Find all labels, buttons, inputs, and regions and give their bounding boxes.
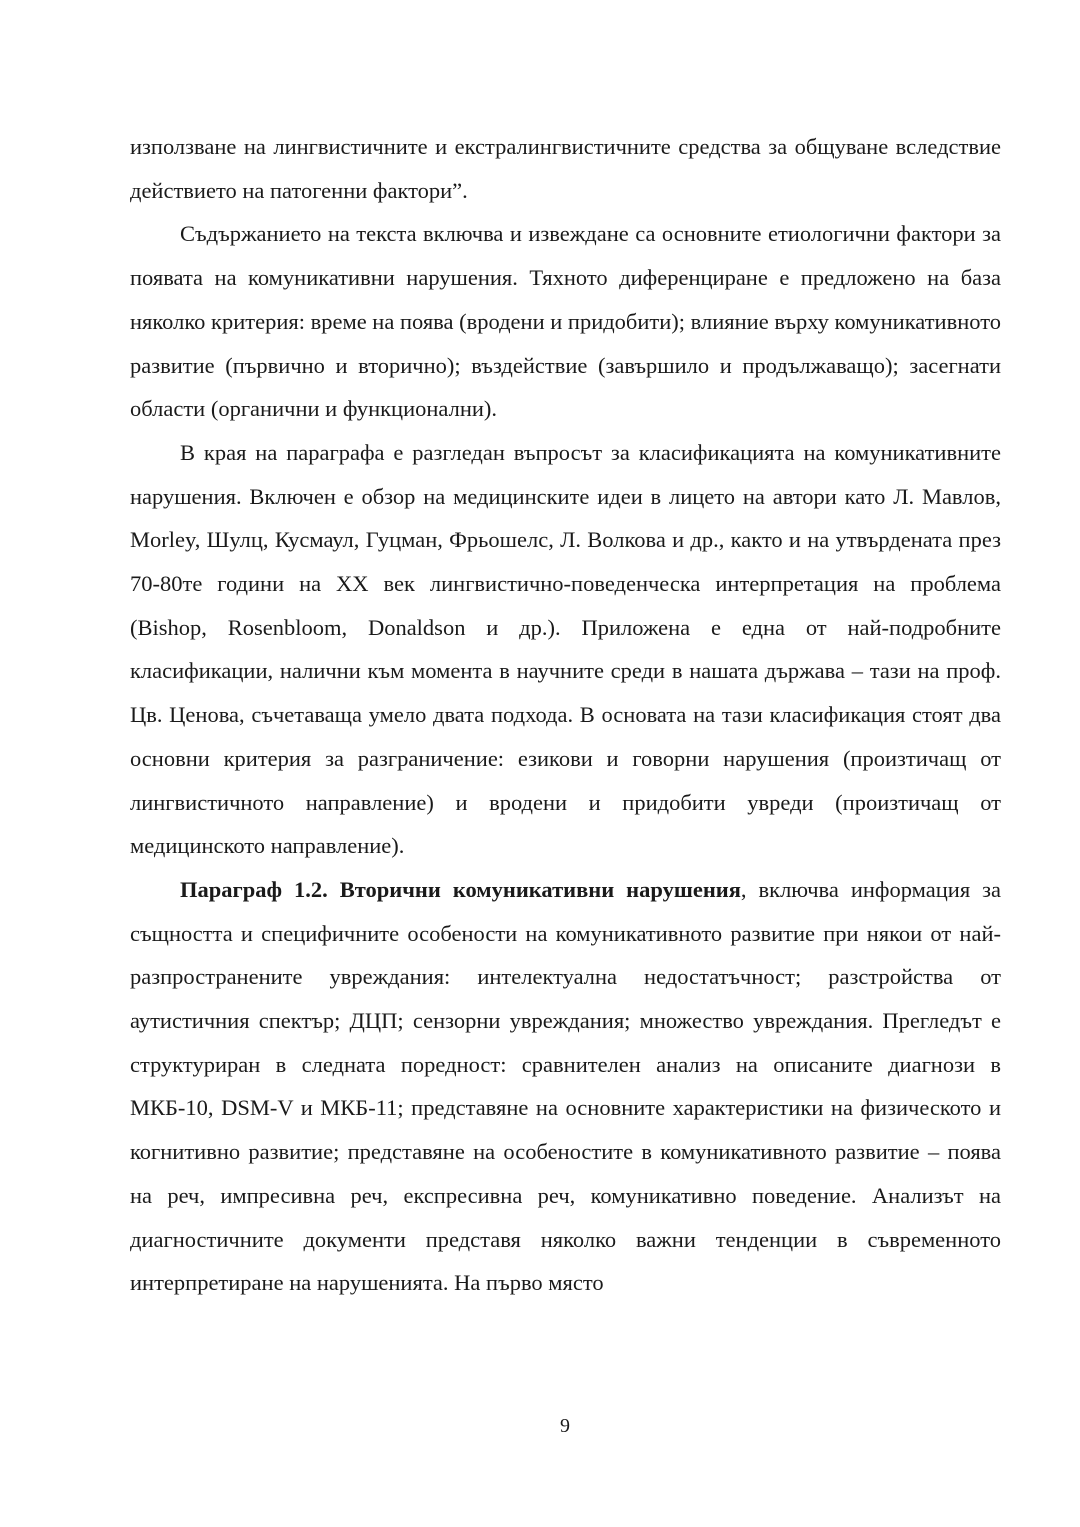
section-heading: Параграф 1.2. Вторични комуникативни нарушения: [180, 876, 741, 902]
page-number: 9: [560, 1415, 570, 1437]
paragraph-4-body: , включва информация за същността и специфичните особености на комуникативното развитие при някои от най-разпространените увреждания: интелектуална недостатъчност; разстройства от аутистичния спектър; ДЦП; сензорни увреждания; множество увреждания. Прегледът е структуриран в следната поредност: сравнителен анализ на описаните диагнози в МКБ-10, DSM-V и МКБ-11; представяне на основните характеристики на физическото и когнитивно развитие; представяне на особеностите в комуникативното развитие – поява на реч, импресивна реч, експресивна реч, комуникативно поведение. Анализът на диагностичните документи представя няколко важни тенденции в съвременното интерпретиране на нарушенията. На първо място: [130, 876, 1002, 1296]
paragraph-2: Съдържанието на текста включва и извеждане са основните етиологични фактори за появата на комуникативни нарушения. Тяхното диференциране е предложено на база няколко критерия: време на поява (вродени и придобити); влияние върху комуникативното развитие (първично и вторично); въздействие (завършило и продължаващо); засегнати области (органични и функционални).: [130, 221, 1001, 422]
paragraph-1: използване на лингвистичните и екстралингвистичните средства за общуване вследствие действието на патогенни фактори”.: [130, 134, 1001, 203]
body-text: [130, 125, 1001, 1305]
paragraph-4: [130, 868, 1001, 1305]
paragraph-3: В края на параграфа е разгледан въпросът за класификацията на комуникативните нарушения. Включен е обзор на медицинските идеи в лицето на автори като Л. Мавлов, Morley, Шулц, Кусмаул, Гуцман, Фрьошелс, Л. Волкова и др., както и на утвърдената през 70-80те години на XX век лингвистично-поведенческа интерпретация на проблема (Bishop, Rosenbloom, Donaldson и др.). Приложена е една от най-подробните класификации, налични към момента в научните среди в нашата държава – тази на проф. Цв. Ценова, съчетаваща умело двата подхода. В основата на тази класификация стоят два основни критерия за разграничение: езикови и говорни нарушения (произтичащ от лингвистичното направление) и вродени и придобити увреди (произтичащ от медицинското направление).: [130, 439, 1001, 859]
